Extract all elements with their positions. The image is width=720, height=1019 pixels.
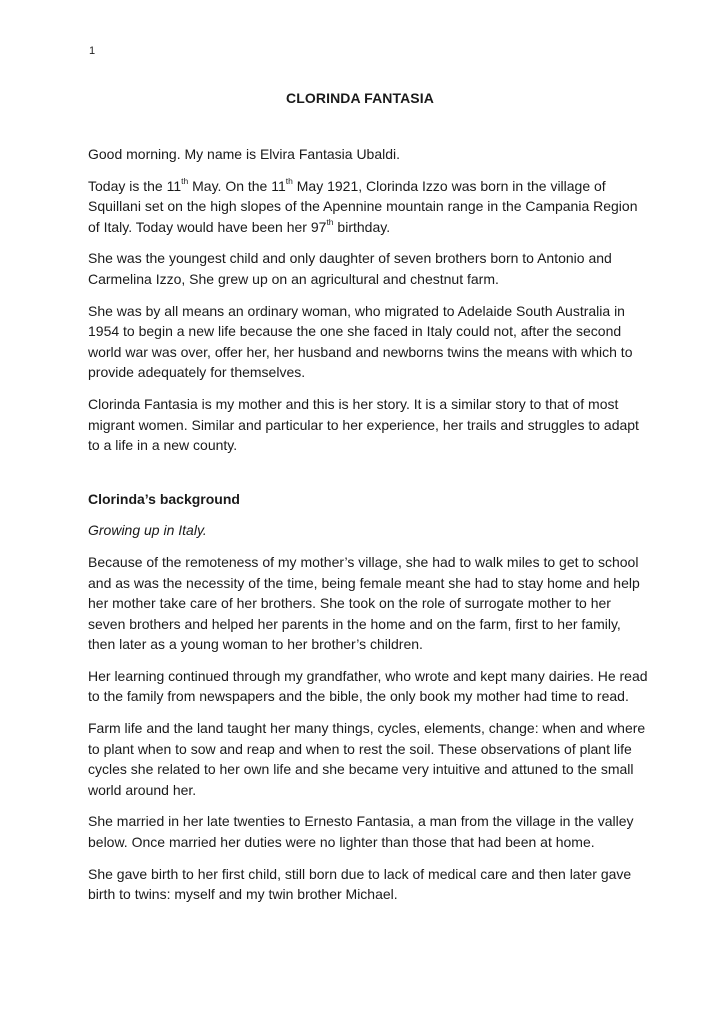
document-body bbox=[88, 144, 648, 916]
paragraph-twins: She gave birth to her first child, still born due to lack of medical care and then later gave birth to twins: myself and my twin brother Michael. bbox=[88, 865, 632, 903]
paragraph-birth: Today is the 11th May. On the 11th May 1921, Clorinda Izzo was born in the village of Squillani set on the high slopes of the Apennine mountain range in the Campania Region of Italy. Today would have been her 97th birthday. bbox=[88, 175, 638, 235]
paragraph-remoteness: Because of the remoteness of my mother’s village, she had to walk miles to get to school and as was the necessity of the time, being female meant she had to stay home and help her mother take care of her brothers. She took on the role of surrogate mother to her seven brothers and helped her parents in the home and on the farm, first to her family, then later as a young woman to her brother’s children. bbox=[88, 553, 640, 653]
section-subheading: Growing up in Italy. bbox=[88, 522, 207, 539]
section-heading: Clorinda’s background bbox=[88, 490, 240, 507]
paragraph-farm-life: Farm life and the land taught her many things, cycles, elements, change: when and where to plant when to sow and reap and when to rest the soil. These observations of plant life cycles she related to her own life and she became very intuitive and attuned to the small world around her. bbox=[88, 720, 646, 798]
document-title: CLORINDA FANTASIA bbox=[286, 90, 434, 106]
paragraph-marriage: She married in her late twenties to Ernesto Fantasia, a man from the village in the valley below. Once married her duties were no lighter than those that had been at home. bbox=[88, 813, 634, 851]
paragraph-learning: Her learning continued through my grandfather, who wrote and kept many dairies. He read to the family from newspapers and the bible, the only book my mother had time to read. bbox=[88, 667, 648, 705]
paragraph-intro: Good morning. My name is Elvira Fantasia Ubaldi. bbox=[88, 146, 401, 162]
paragraph-story: Clorinda Fantasia is my mother and this is her story. It is a similar story to that of most migrant women. Similar and particular to her experience, her trails and struggles to adapt to a life in a new county. bbox=[88, 395, 639, 454]
page-number: 1 bbox=[89, 45, 96, 57]
spacer bbox=[88, 467, 648, 489]
paragraph-family: She was the youngest child and only daughter of seven brothers born to Antonio and Carmelina Izzo, She grew up on an agricultural and chestnut farm. bbox=[88, 250, 612, 287]
paragraph-migration: She was by all means an ordinary woman, who migrated to Adelaide South Australia in 1954 to begin a new life because the one she faced in Italy could not, after the second world war was over, offer her, her husband and newborns twins the means with which to provide adequately for themselves. bbox=[88, 302, 633, 381]
